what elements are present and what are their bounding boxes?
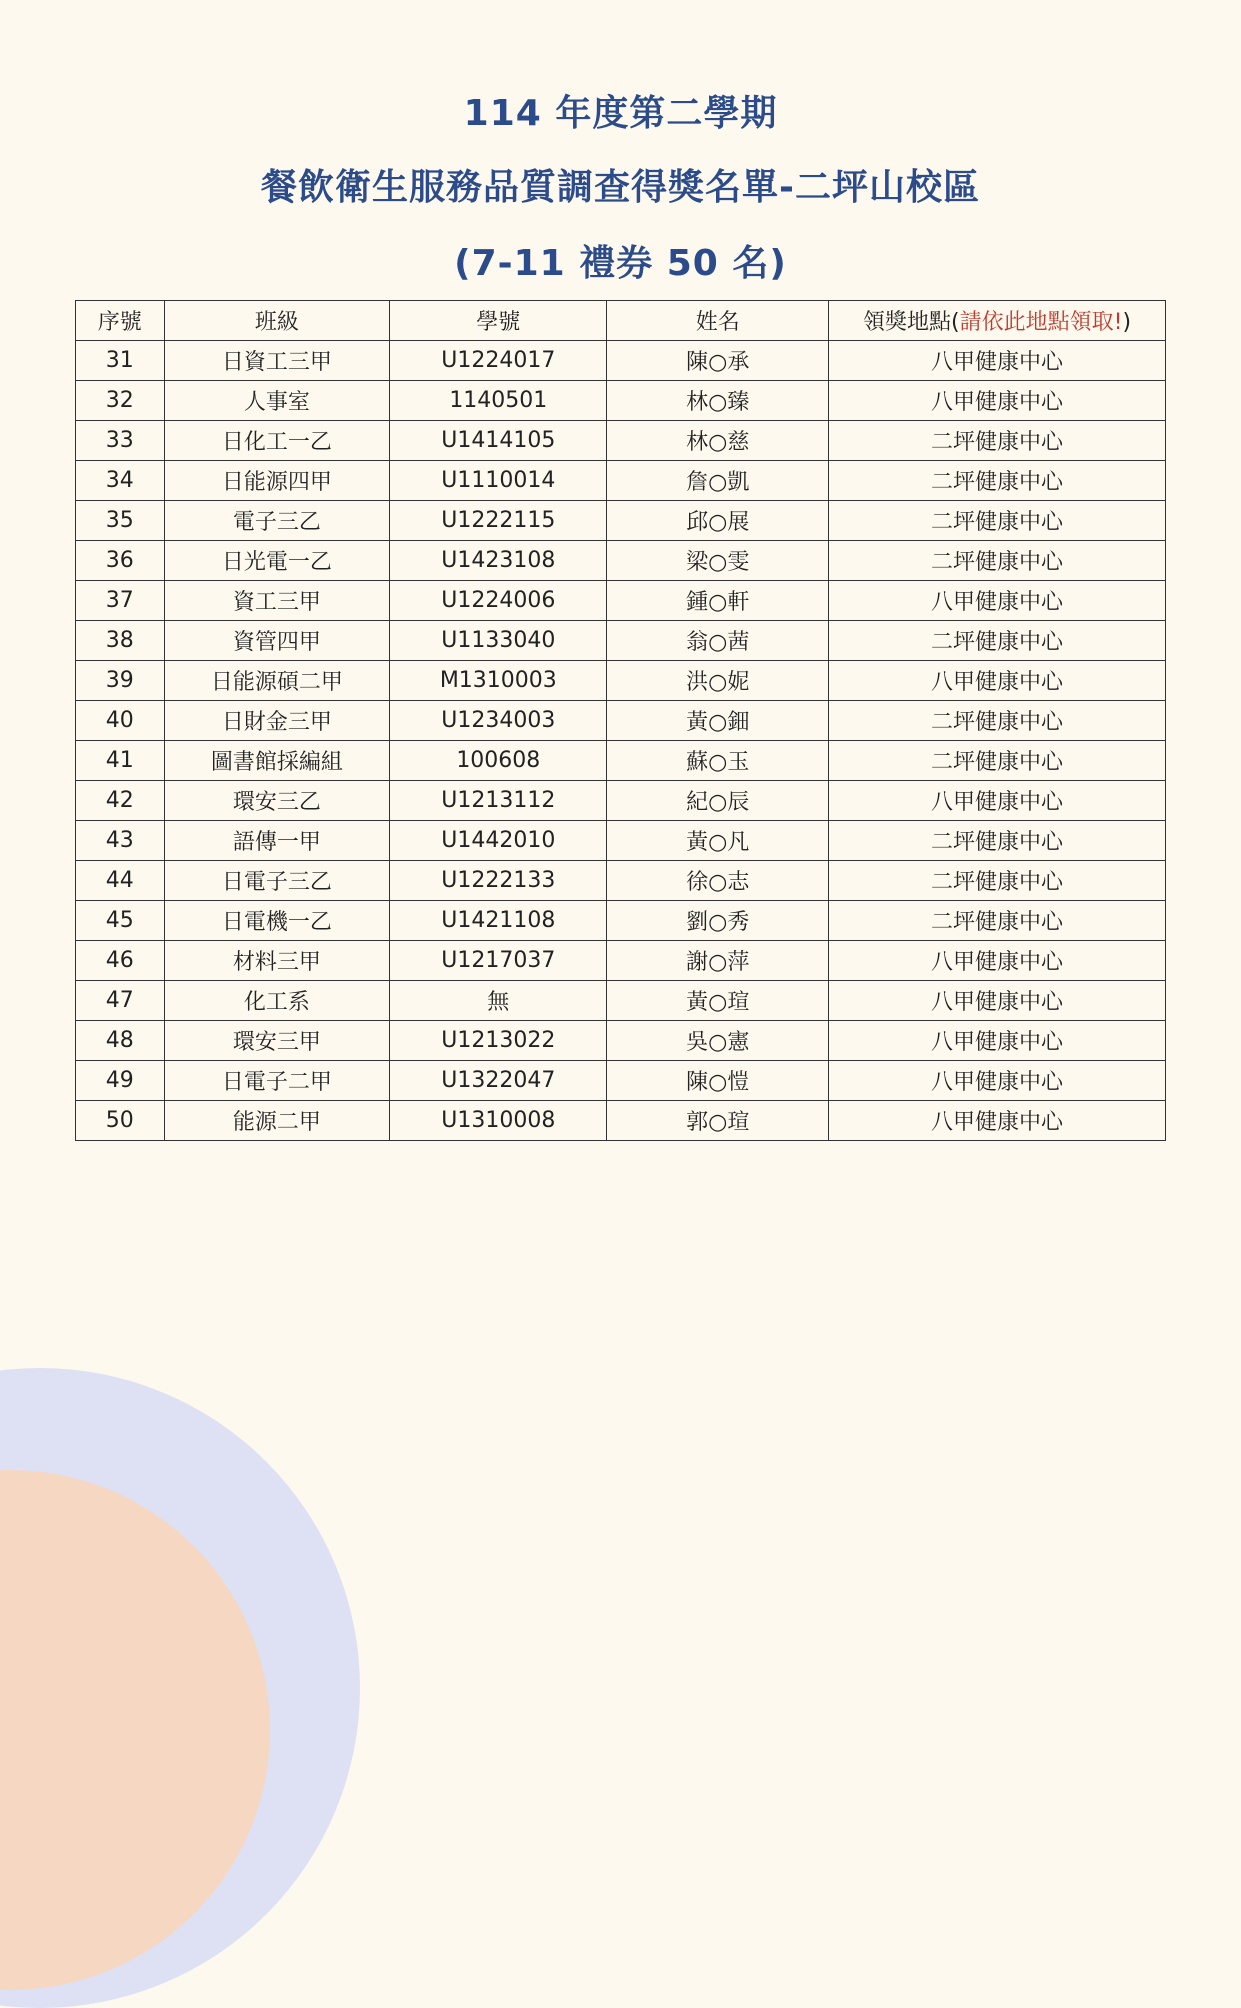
header-location-prefix: 領獎地點( — [863, 310, 960, 335]
cell-student-id: U1222115 — [390, 501, 607, 541]
cell-location: 八甲健康中心 — [829, 1021, 1166, 1061]
cell-student-id: U1234003 — [390, 701, 607, 741]
cell-name: 陳○愷 — [607, 1061, 829, 1101]
header-seq: 序號 — [76, 301, 165, 341]
cell-seq: 41 — [76, 741, 165, 781]
cell-seq: 49 — [76, 1061, 165, 1101]
cell-student-id: 100608 — [390, 741, 607, 781]
table-row — [76, 701, 1166, 741]
cell-seq: 34 — [76, 461, 165, 501]
table-row — [76, 981, 1166, 1021]
cell-class: 環安三甲 — [164, 1021, 390, 1061]
table-row — [76, 541, 1166, 581]
cell-seq: 47 — [76, 981, 165, 1021]
cell-location: 二坪健康中心 — [829, 541, 1166, 581]
cell-class: 日電子三乙 — [164, 861, 390, 901]
cell-name: 謝○萍 — [607, 941, 829, 981]
cell-location: 八甲健康中心 — [829, 781, 1166, 821]
cell-name: 紀○辰 — [607, 781, 829, 821]
table-row — [76, 781, 1166, 821]
cell-class: 日電機一乙 — [164, 901, 390, 941]
cell-student-id: U1213112 — [390, 781, 607, 821]
table-row — [76, 901, 1166, 941]
cell-seq: 35 — [76, 501, 165, 541]
cell-name: 詹○凱 — [607, 461, 829, 501]
cell-name: 林○慈 — [607, 421, 829, 461]
cell-location: 二坪健康中心 — [829, 501, 1166, 541]
cell-seq: 38 — [76, 621, 165, 661]
table-header-row — [76, 301, 1166, 341]
table-row — [76, 381, 1166, 421]
cell-seq: 45 — [76, 901, 165, 941]
cell-name: 梁○雯 — [607, 541, 829, 581]
header-class: 班級 — [164, 301, 390, 341]
cell-location: 八甲健康中心 — [829, 661, 1166, 701]
cell-location: 八甲健康中心 — [829, 1101, 1166, 1141]
cell-seq: 46 — [76, 941, 165, 981]
cell-class: 圖書館採編組 — [164, 741, 390, 781]
cell-seq: 33 — [76, 421, 165, 461]
table-row — [76, 861, 1166, 901]
cell-student-id: U1110014 — [390, 461, 607, 501]
cell-seq: 50 — [76, 1101, 165, 1141]
cell-location: 八甲健康中心 — [829, 581, 1166, 621]
cell-class: 環安三乙 — [164, 781, 390, 821]
cell-location: 二坪健康中心 — [829, 421, 1166, 461]
cell-seq: 32 — [76, 381, 165, 421]
cell-student-id: U1222133 — [390, 861, 607, 901]
cell-seq: 36 — [76, 541, 165, 581]
cell-class: 日化工一乙 — [164, 421, 390, 461]
cell-name: 黃○鈿 — [607, 701, 829, 741]
cell-class: 材料三甲 — [164, 941, 390, 981]
cell-location: 二坪健康中心 — [829, 461, 1166, 501]
cell-class: 電子三乙 — [164, 501, 390, 541]
cell-name: 郭○瑄 — [607, 1101, 829, 1141]
cell-seq: 40 — [76, 701, 165, 741]
table-row — [76, 1101, 1166, 1141]
cell-name: 邱○展 — [607, 501, 829, 541]
cell-name: 林○臻 — [607, 381, 829, 421]
cell-location: 八甲健康中心 — [829, 1061, 1166, 1101]
cell-student-id: U1423108 — [390, 541, 607, 581]
header-student-id: 學號 — [390, 301, 607, 341]
cell-seq: 39 — [76, 661, 165, 701]
cell-student-id: U1133040 — [390, 621, 607, 661]
table-row — [76, 1061, 1166, 1101]
cell-seq: 42 — [76, 781, 165, 821]
winners-table — [75, 300, 1166, 1141]
cell-class: 日能源四甲 — [164, 461, 390, 501]
table-row — [76, 821, 1166, 861]
table-row — [76, 421, 1166, 461]
cell-seq: 48 — [76, 1021, 165, 1061]
cell-class: 資管四甲 — [164, 621, 390, 661]
cell-name: 洪○妮 — [607, 661, 829, 701]
cell-location: 二坪健康中心 — [829, 621, 1166, 661]
document-title-main: 餐飲衛生服務品質調查得獎名單-二坪山校區 — [261, 167, 980, 208]
table-row — [76, 661, 1166, 701]
cell-student-id: U1310008 — [390, 1101, 607, 1141]
table-row — [76, 501, 1166, 541]
cell-name: 蘇○玉 — [607, 741, 829, 781]
cell-student-id: U1224006 — [390, 581, 607, 621]
cell-class: 化工系 — [164, 981, 390, 1021]
header-location-suffix: ) — [1122, 310, 1132, 335]
cell-location: 二坪健康中心 — [829, 821, 1166, 861]
document-title-prize: (7-11 禮券 50 名) — [454, 243, 787, 284]
cell-student-id: U1213022 — [390, 1021, 607, 1061]
cell-class: 語傳一甲 — [164, 821, 390, 861]
header-location — [829, 301, 1166, 341]
cell-location: 八甲健康中心 — [829, 341, 1166, 381]
cell-name: 劉○秀 — [607, 901, 829, 941]
cell-name: 黃○凡 — [607, 821, 829, 861]
cell-class: 日財金三甲 — [164, 701, 390, 741]
cell-name: 黃○瑄 — [607, 981, 829, 1021]
cell-student-id: U1442010 — [390, 821, 607, 861]
header-name: 姓名 — [607, 301, 829, 341]
cell-student-id: U1414105 — [390, 421, 607, 461]
cell-class: 人事室 — [164, 381, 390, 421]
table-row — [76, 941, 1166, 981]
table-body — [76, 341, 1166, 1141]
cell-location: 二坪健康中心 — [829, 701, 1166, 741]
document-title-term: 114 年度第二學期 — [463, 93, 778, 134]
cell-location: 八甲健康中心 — [829, 981, 1166, 1021]
cell-seq: 37 — [76, 581, 165, 621]
table-row — [76, 1021, 1166, 1061]
header-location-note: 請依此地點領取! — [959, 310, 1123, 335]
cell-location: 二坪健康中心 — [829, 861, 1166, 901]
cell-class: 資工三甲 — [164, 581, 390, 621]
cell-seq: 31 — [76, 341, 165, 381]
cell-name: 翁○茜 — [607, 621, 829, 661]
cell-student-id: 1140501 — [390, 381, 607, 421]
cell-location: 八甲健康中心 — [829, 381, 1166, 421]
cell-location: 八甲健康中心 — [829, 941, 1166, 981]
cell-student-id: U1217037 — [390, 941, 607, 981]
cell-seq: 44 — [76, 861, 165, 901]
cell-location: 二坪健康中心 — [829, 741, 1166, 781]
table-row — [76, 621, 1166, 661]
cell-student-id: U1421108 — [390, 901, 607, 941]
table-row — [76, 341, 1166, 381]
cell-name: 鍾○軒 — [607, 581, 829, 621]
cell-student-id: U1322047 — [390, 1061, 607, 1101]
cell-class: 日電子二甲 — [164, 1061, 390, 1101]
cell-student-id: M1310003 — [390, 661, 607, 701]
cell-class: 日光電一乙 — [164, 541, 390, 581]
cell-student-id: U1224017 — [390, 341, 607, 381]
cell-name: 徐○志 — [607, 861, 829, 901]
cell-seq: 43 — [76, 821, 165, 861]
table-row — [76, 581, 1166, 621]
cell-class: 日資工三甲 — [164, 341, 390, 381]
cell-class: 能源二甲 — [164, 1101, 390, 1141]
cell-location: 二坪健康中心 — [829, 901, 1166, 941]
cell-name: 陳○承 — [607, 341, 829, 381]
table-row — [76, 461, 1166, 501]
cell-name: 吳○憲 — [607, 1021, 829, 1061]
cell-student-id: 無 — [390, 981, 607, 1021]
cell-class: 日能源碩二甲 — [164, 661, 390, 701]
table-row — [76, 741, 1166, 781]
